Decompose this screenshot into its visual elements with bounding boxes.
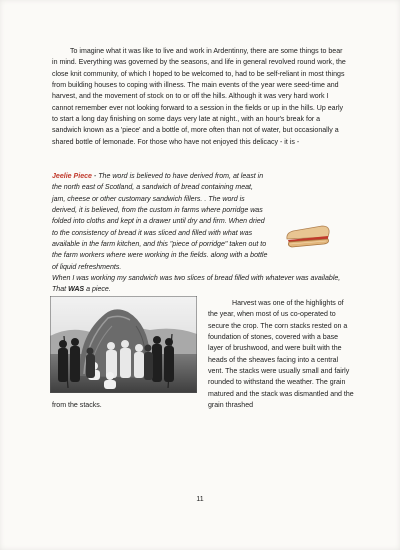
definition-text-a: - The word is believed to have derived from, at least in the north east of Scotland, a sandwich of bread containing meat, jam, cheese or other customary sandwich fillers. . The word is derived, it is believed, from the custom in farms: [52, 173, 264, 215]
harvest-paragraph-text: Harvest was one of the highlights of the year, when most of us co-operated to secure the crop. The corn stacks rested on a foundation of stones, covered with a base layer of brushwood, and were built with the heads of the sheaves facing into a central vent. The stacks were usually small and fairly rounded to withstand the weather. The grain matured and the stack was dismantled and the grain thrashed: [208, 300, 354, 410]
intro-paragraph: [52, 46, 348, 148]
intro-paragraph-text: To imagine what it was like to live and work in Ardentinny, there are some things to bear in mind. Everything was governed by the seasons, and life in general revolved round work, the close knit community, of which I hoped to be welcomed to, had to be self-reliant in most things from building houses to coping with illness. The main events of the year were seed-time and harvest, and the movement of stock on to or off the hills. Although it was very hard work I cannot remember ever not looking forward to a session in the fields or up in the hills. Up early to start a long day finishing on some days very late at night., with an hour's break for a sandwich known as a 'piece' and a bottle of, more often than not of water, but occasionally a shared bottle of lemonade. For those who have not enjoyed this delicacy - it is -: [52, 48, 346, 146]
harvest-paragraph-tail: from the stacks.: [52, 402, 102, 409]
definition-text-b: where porridge was folded into cloths and kept in a drawer until dry and firm. When dried to the consistency of bread it was sliced and filled with what was available in the farm kitchen, and this "piece of porridge" taken out to the farm workers where were working in the fields. along with a bottle of liquid refreshments.: [52, 207, 268, 271]
definition-emphasis: WAS: [68, 286, 85, 294]
definition-text-d: a piece.: [84, 286, 111, 294]
sandwich-image: [284, 224, 332, 250]
definition-text-c: When I was working my sandwich was two slices of bread filled with whatever was available, That: [52, 275, 341, 294]
definition-term: Jeelie Piece: [52, 173, 92, 180]
harvest-group-photo: [50, 296, 197, 393]
page-number: 11: [196, 496, 204, 503]
harvest-paragraph: [208, 298, 354, 411]
